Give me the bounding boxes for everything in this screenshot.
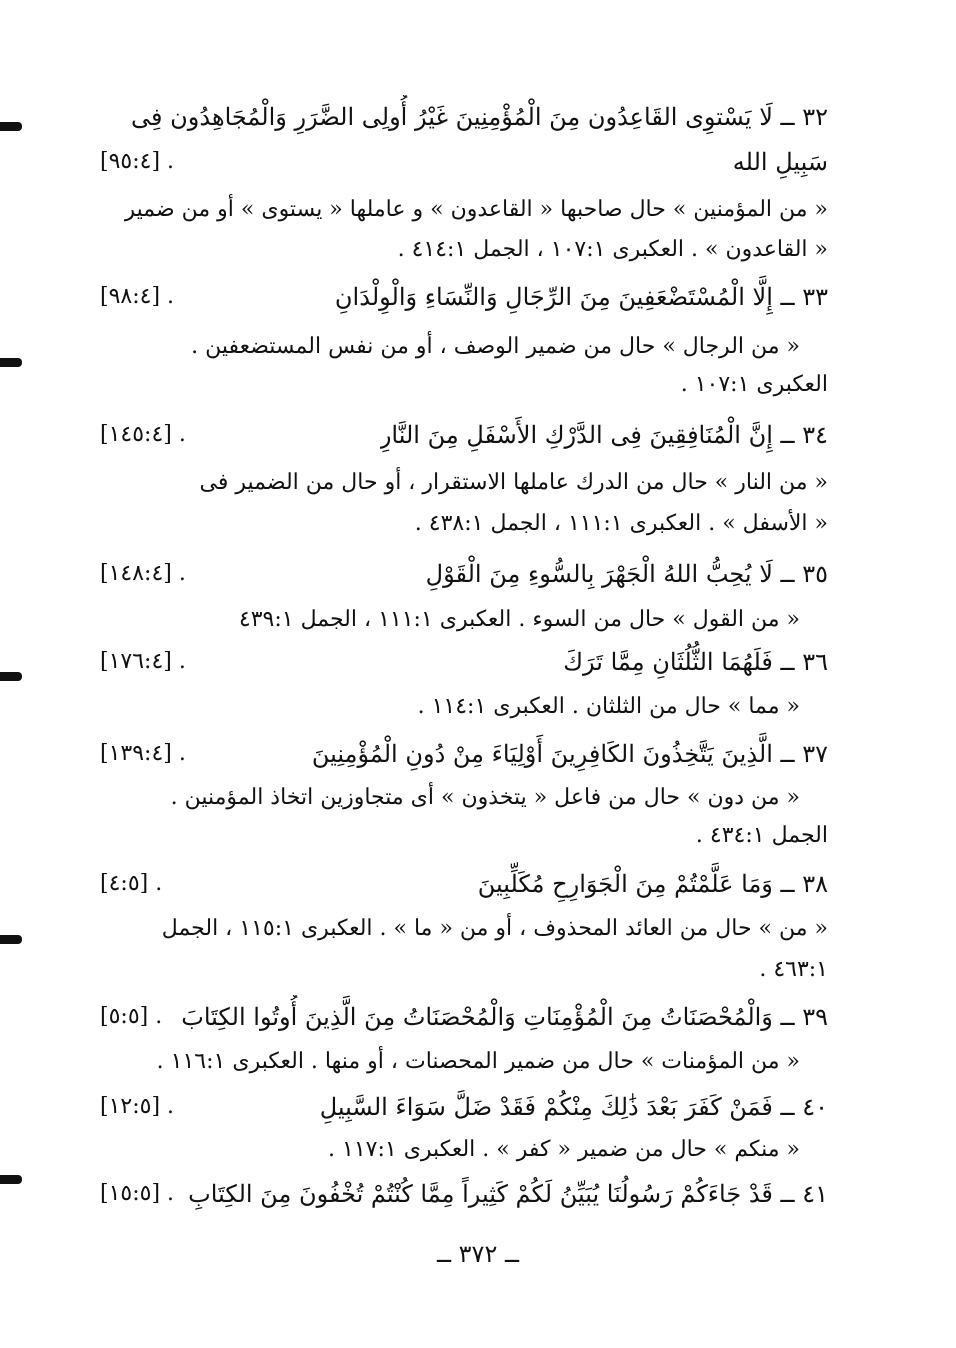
commentary-text: « من الرجال » حال من ضمير الوصف ، أو من نفس المستضعفين . [191,334,800,359]
verse-text: ٣٣ ــ إِلَّا الْمُسْتَضْعَفِينَ مِنَ الرِّجَالِ وَالنِّسَاءِ وَالْوِلْدَانِ [334,283,828,311]
verse-38 [100,862,828,906]
verse-text: ٣٧ ــ الَّذِينَ يَتَّخِذُونَ الكَافِرِينَ أَوْلِيَاءَ مِنْ دُونِ الْمُؤْمِنِينَ [311,740,828,768]
commentary-text: « من » حال من العائد المحذوف ، أو من « ما » . العكبرى ١١٥:١ ، الجمل [161,916,828,941]
verse-34 [100,413,828,457]
scan-edge-mark [0,1175,22,1184]
commentary-40 [100,1128,800,1172]
commentary-32-line-2 [100,228,828,272]
commentary-34-line-1 [100,461,828,505]
verse-text: ٤١ ــ قَدْ جَاءَكُمْ رَسُولُنَا يُبَيِّنُ لَكُمْ كَثِيراً مِمَّا كُنْتُمْ تُخْفُونَ مِنَ الكِتَابِ [188,1180,828,1208]
commentary-text: « القاعدون » . العكبرى ١٠٧:١ ، الجمل ٤١٤:١ . [397,237,828,262]
verse-reference: . [٩٨:٤] [100,284,175,309]
verse-reference: . [١٤٥:٤] [100,422,186,447]
verse-reference: . [٤:٥] [100,871,163,896]
verse-41 [100,1172,828,1216]
scan-edge-mark [0,672,22,681]
verse-reference: . [٩٥:٤] [100,149,175,174]
commentary-39 [100,1040,800,1084]
verse-text: سَبِيلِ الله [732,148,828,176]
commentary-text: « من المؤمنين » حال صاحبها « القاعدون » و عاملها « يستوى » أو من ضمير [124,197,828,222]
verse-text: ٣٥ ــ لَا يُحِبُّ اللهُ الْجَهْرَ بِالسُّوءِ مِنَ الْقَوْلِ [425,560,828,588]
commentary-34-line-2 [100,502,828,546]
commentary-text: العكبرى ١٠٧:١ . [680,372,828,397]
commentary-text: « الأسفل » . العكبرى ١١١:١ ، الجمل ٤٣٨:١ . [414,511,828,536]
commentary-text: « من النار » حال من الدرك عاملها الاستقرار ، أو حال من الضمير فى [199,470,828,495]
verse-36 [100,640,828,684]
verse-text: ٣٤ ــ إِنَّ الْمُنَافِقِينَ فِى الدَّرْكِ الأَسْفَلِ مِنَ النَّارِ [379,421,828,449]
commentary-text: « من دون » حال من فاعل « يتخذون » أى متجاوزين اتخاذ المؤمنين . [170,785,800,810]
verse-32-line-2 [100,140,828,184]
commentary-38-line-2 [100,948,828,992]
commentary-text: « منكم » حال من ضمير « كفر » . العكبرى ١١٧:١ . [328,1137,800,1162]
commentary-38-line-1 [100,907,828,951]
scan-edge-mark [0,358,22,367]
scan-edge-mark [0,935,22,944]
verse-33 [100,275,828,319]
verse-text: ٣٦ ــ فَلَهُمَا الثُّلُثَانِ مِمَّا تَرَكَ [563,648,828,676]
commentary-35 [100,598,800,642]
verse-reference: . [٥:٥] [100,1004,163,1029]
verse-reference: . [١٣٩:٤] [100,741,186,766]
verse-text: ٣٩ ــ وَالْمُحْصَنَاتُ مِنَ الْمُؤْمِنَاتِ وَالْمُحْصَنَاتُ مِنَ الَّذِينَ أُوتُوا الكِتَابَ [181,1003,828,1031]
commentary-text: الجمل ٤٣٤:١ . [695,823,828,848]
verse-35 [100,552,828,596]
verse-reference: . [١٧٦:٤] [100,649,186,674]
verse-reference: . [١٤٨:٤] [100,561,186,586]
commentary-text: « من المؤمنات » حال من ضمير المحصنات ، أو منها . العكبرى ١١٦:١ . [156,1049,800,1074]
verse-39 [100,995,828,1039]
commentary-37-line-2 [100,814,828,858]
verse-40 [100,1085,828,1129]
commentary-text: ٤٦٣:١ . [759,957,828,982]
commentary-text: « من القول » حال من السوء . العكبرى ١١١:١ ، الجمل ٤٣٩:١ [238,607,800,632]
verse-text: ٣٨ ــ وَمَا عَلَّمْتُمْ مِنَ الْجَوَارِحِ مُكَلِّبِينَ [477,870,828,898]
verse-reference: . [١٢:٥] [100,1094,175,1119]
commentary-text: « مما » حال من الثلثان . العكبرى ١١٤:١ . [417,694,800,719]
verse-text: ٣٢ ــ لَا يَسْتوِى القَاعِدُون مِنَ الْمُؤْمِنِينَ غَيْرُ أُولِى الضَّرَرِ وَالْمُجَاهِدُون فِى [131,103,828,131]
commentary-33-line-2 [100,363,828,407]
scan-edge-mark [0,122,22,131]
commentary-36 [100,685,800,729]
commentary-32-line-1 [100,188,828,232]
verse-37 [100,732,828,776]
verse-32-line-1 [100,95,828,139]
page-number: ــ ٣٧٢ ــ [436,1240,520,1268]
verse-reference: . [١٥:٥] [100,1181,175,1206]
verse-text: ٤٠ ــ فَمَنْ كَفَرَ بَعْدَ ذَٰلِكَ مِنْكُمْ فَقَدْ ضَلَّ سَوَاءَ السَّبِيلِ [319,1093,828,1121]
